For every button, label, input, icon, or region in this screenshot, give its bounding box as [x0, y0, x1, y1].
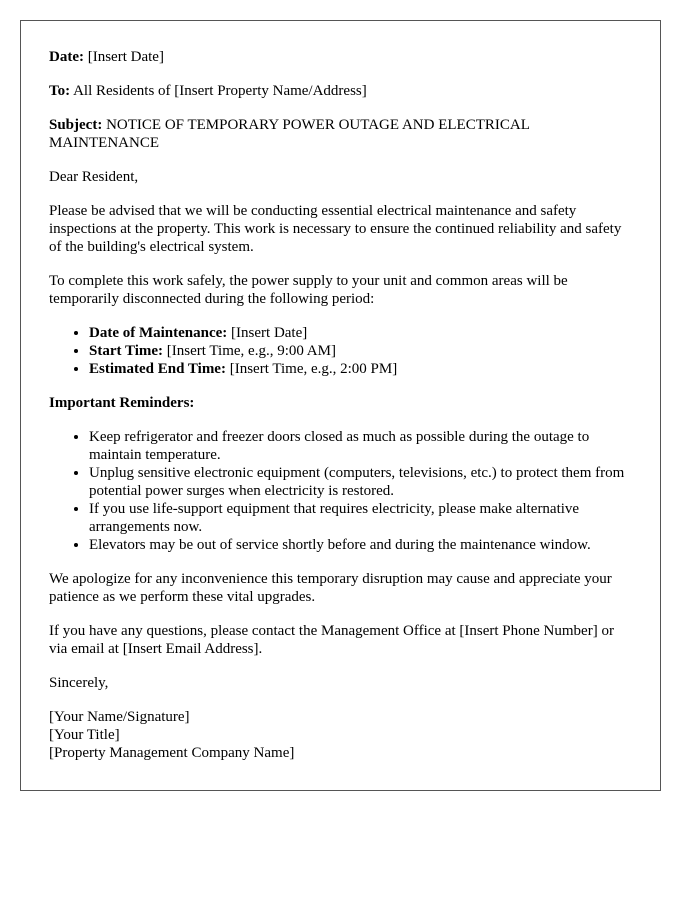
intro-paragraph: Please be advised that we will be conducting essential electrical maintenance and safety inspections at the property. This work is necessary to ensure the continued reliability and safety of the building's electrical system.: [49, 203, 622, 255]
reminders-list: [49, 428, 632, 554]
date-line: [49, 48, 632, 66]
outage-paragraph: To complete this work safely, the power supply to your unit and common areas will be temporarily disconnected during the following period:: [49, 273, 568, 307]
list-item: • Keep refrigerator and freezer doors closed as much as possible during the outage to maintain temperature.: [89, 428, 632, 464]
signer-name: [Your Name/Signature]: [49, 709, 190, 725]
reminders-heading-text: Important Reminders:: [49, 395, 195, 411]
subject-label: Subject:: [49, 117, 103, 133]
list-item: [89, 360, 632, 378]
date-label: Date:: [49, 49, 84, 65]
reminders-heading: [49, 394, 632, 412]
to-line: [49, 82, 632, 100]
item-value: [Insert Time, e.g., 2:00 PM]: [229, 361, 398, 377]
item-value: [Insert Time, e.g., 9:00 AM]: [166, 343, 336, 359]
list-item: • Unplug sensitive electronic equipment (computers, televisions, etc.) to protect them from potential power surges when electricity is restored.: [89, 464, 632, 500]
signature-block: [49, 708, 632, 762]
contact-paragraph: If you have any questions, please contact the Management Office at [Insert Phone Number] or via email at [Insert Email Address].: [49, 623, 614, 657]
item-label: Date of Maintenance:: [89, 325, 228, 341]
item-label: Start Time:: [89, 343, 164, 359]
signoff: Sincerely,: [49, 675, 109, 691]
greeting: Dear Resident,: [49, 169, 139, 185]
list-item: • Elevators may be out of service shortly before and during the maintenance window.: [89, 536, 632, 554]
list-item: • If you use life-support equipment that requires electricity, please make alternative arrangements now.: [89, 500, 632, 536]
apology-paragraph: We apologize for any inconvenience this temporary disruption may cause and appreciate your patience as we perform these vital upgrades.: [49, 571, 612, 605]
signer-title: [Your Title]: [49, 727, 120, 743]
item-label: Estimated End Time:: [89, 361, 226, 377]
item-value: [Insert Date]: [231, 325, 308, 341]
list-item: [89, 324, 632, 342]
subject-value: NOTICE OF TEMPORARY POWER OUTAGE AND ELECTRICAL MAINTENANCE: [49, 117, 530, 151]
to-label: To:: [49, 83, 71, 99]
notice-letter: [20, 20, 661, 791]
subject-line: [49, 116, 632, 152]
list-item: [89, 342, 632, 360]
schedule-list: [49, 324, 632, 378]
company-name: [Property Management Company Name]: [49, 745, 295, 761]
to-value: All Residents of [Insert Property Name/Address]: [73, 83, 367, 99]
date-value: [Insert Date]: [87, 49, 164, 65]
